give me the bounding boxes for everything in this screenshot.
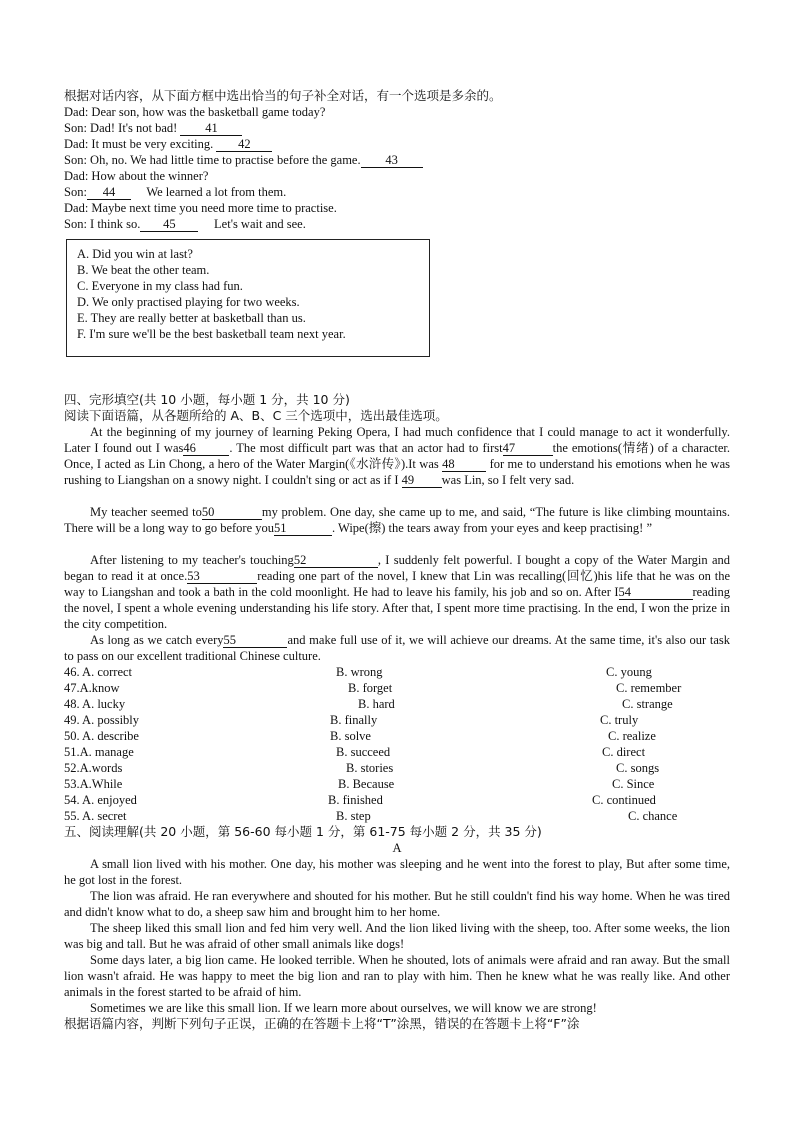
cloze-option-a[interactable]: 47.A.know [64,681,120,695]
passage-text: the emotions(情绪) of a character. Once, I acted as Lin Chong, a hero of the Water Margin(《水浒传》).It was [64,441,730,471]
cloze-option-b[interactable]: B. hard [358,697,395,711]
reading-instruction: 根据语篇内容，判断下列句子正误，正确的在答题卡上将“T”涂黑，错误的在答题卡上将“F”涂 [64,1016,580,1031]
passage-text: After listening to my teacher's touching [90,553,294,567]
passage-text: The lion was afraid. He ran everywhere and shouted for his mother. But he still couldn't find his way home. When he was tired and didn't know what to do, a sheep saw him and brought him to her home. [64,889,730,919]
cloze-blank[interactable]: 49 [402,473,442,488]
cloze-paragraph-1 [64,424,730,488]
cloze-option-b[interactable]: B. stories [346,761,394,775]
answer-blank[interactable]: 45 [140,217,198,232]
cloze-option-b[interactable]: B. solve [330,729,371,743]
cloze-option-a[interactable]: 53.A.While [64,777,123,791]
cloze-blank[interactable]: 46 [183,441,229,456]
cloze-option-c[interactable]: C. songs [616,761,660,775]
answer-blank[interactable]: 44 [87,185,131,200]
passage-text: The sheep liked this small lion and fed him very well. And the lion liked living with the sheep, too. After some weeks, the lion was big and tall. But he was afraid of other small animals like dogs! [64,921,730,951]
dialogue-text: Let's wait and see. [198,217,306,231]
cloze-instruction: 阅读下面语篇，从各题所给的 A、B、C 三个选项中，选出最佳选项。 [64,408,448,423]
cloze-option-c[interactable]: C. remember [616,681,682,695]
passage-text: As long as we catch every [90,633,224,647]
cloze-option-c[interactable]: C. young [606,665,652,679]
dialogue-instruction: 根据对话内容，从下面方框中选出恰当的句子补全对话，有一个选项是多余的。 [64,88,502,103]
cloze-blank[interactable]: 47 [503,441,553,456]
cloze-option-c[interactable]: C. continued [592,793,656,807]
cloze-blank[interactable]: 53 [187,569,257,584]
dialogue-line-4 [64,152,423,168]
cloze-option-a[interactable]: 50. A. describe [64,729,139,743]
dialogue-text: Dad: How about the winner? [64,169,209,183]
dialogue-line-5 [64,168,208,184]
reading-paragraph-3 [64,920,730,952]
cloze-option-c[interactable]: C. direct [602,745,646,759]
dialogue-text: Dad: Dear son, how was the basketball game today? [64,105,326,119]
dialogue-text: Dad: It must be very exciting. [64,137,217,151]
passage-text: for me to understand his emotions when he was rushing to Liangshan on a snowy night. I couldn't sing or act as if I [64,457,730,487]
cloze-option-c[interactable]: C. truly [600,713,639,727]
reading-paragraph-4 [64,952,730,1000]
passage-text: Some days later, a big lion came. He looked terrible. When he shouted, lots of animals were afraid and ran away. But the small lion wasn't afraid. He was happy to meet the big lion and ran to play with him. Then he knew what he was really like. And other animals in the forest started to be afraid of him. [64,953,730,999]
passage-text: Sometimes we are like this small lion. If we learn more about ourselves, we will know we are strong! [90,1001,597,1015]
cloze-paragraph-4 [64,632,730,664]
dialogue-line-8 [64,216,306,232]
passage-text: reading one part of the novel, I knew that Lin was recalling(回忆)his life that he was on the way to Liangshan and took a bath in the cold moonlight. He had to leave his family, his job and so on. After I [64,569,730,599]
cloze-option-b[interactable]: B. succeed [336,745,391,759]
reading-paragraph-5 [64,1000,730,1016]
cloze-blank[interactable]: 55 [223,633,287,648]
dialogue-text: Dad: Maybe next time you need more time to practise. [64,201,337,215]
passage-text: A small lion lived with his mother. One day, his mother was sleeping and he went into the forest to play, But after some time, he got lost in the forest. [64,857,730,887]
option-b: B. We beat the other team. [77,263,210,277]
cloze-option-a[interactable]: 46. A. correct [64,665,133,679]
passage-text: reading the novel, I spent a whole evening understanding his life story. After that, I spent more time practising. In the end, I won the prize in the city competition. [64,585,730,631]
answer-blank[interactable]: 42 [216,137,272,152]
passage-text: was Lin, so I felt very sad. [441,473,575,487]
cloze-paragraph-3 [64,552,730,632]
option-e: E. They are really better at basketball than us. [77,311,306,325]
cloze-option-a[interactable]: 52.A.words [64,761,123,775]
passage-text: . The most difficult part was that an actor had to first [229,441,503,455]
option-f: F. I'm sure we'll be the best basketball team next year. [77,327,346,341]
cloze-option-a[interactable]: 54. A. enjoyed [64,793,137,807]
cloze-option-c[interactable]: C. chance [628,809,678,823]
passage-text: and make full use of it, we will achieve our dreams. At the same time, it's also our task to pass on our excellent traditional Chinese culture. [64,633,730,663]
cloze-option-b[interactable]: B. forget [348,681,393,695]
answer-blank[interactable]: 43 [361,153,423,168]
reading-section-label: A [392,841,402,855]
dialogue-text: Son: Dad! It's not bad! [64,121,181,135]
cloze-blank[interactable]: 52 [294,553,378,568]
passage-text: my problem. One day, she came up to me, and said, “The future is like climbing mountains. There will be a long way to go before you [64,505,730,535]
dialogue-text: Son: [64,185,87,199]
cloze-blank[interactable]: 54 [619,585,693,600]
cloze-option-c[interactable]: C. Since [612,777,655,791]
cloze-heading: 四、完形填空(共 10 小题，每小题 1 分，共 10 分) [64,392,350,407]
reading-paragraph-1 [64,856,730,888]
cloze-option-b[interactable]: B. wrong [336,665,383,679]
dialogue-text: Son: I think so. [64,217,141,231]
cloze-option-b[interactable]: B. Because [338,777,395,791]
cloze-option-c[interactable]: C. strange [622,697,673,711]
passage-text: , I suddenly felt powerful. I bought a copy of the Water Margin and began to read it at once. [64,553,731,583]
cloze-paragraph-2 [64,504,730,536]
cloze-blank[interactable]: 50 [202,505,262,520]
cloze-option-b[interactable]: B. finished [328,793,383,807]
passage-text: My teacher seemed to [90,505,202,519]
passage-text: At the beginning of my journey of learning Peking Opera, I had much confidence that I could manage to act it wonderfully. Later I found out I was [64,425,730,455]
cloze-blank[interactable]: 48 [442,457,486,472]
cloze-option-a[interactable]: 49. A. possibly [64,713,140,727]
dialogue-line-7 [64,200,337,216]
reading-heading: 五、阅读理解(共 20 小题，第 56-60 每小题 1 分，第 61-75 每小题 2 分，共 35 分) [64,824,542,839]
cloze-option-c[interactable]: C. realize [608,729,656,743]
cloze-option-a[interactable]: 51.A. manage [64,745,134,759]
option-a: A. Did you win at last? [77,247,193,261]
reading-paragraph-2 [64,888,730,920]
option-d: D. We only practised playing for two weeks. [77,295,300,309]
cloze-option-b[interactable]: B. step [336,809,371,823]
passage-text: . Wipe(擦) the tears away from your eyes and keep practising! ” [332,521,652,535]
options-box [66,239,430,357]
cloze-option-a[interactable]: 48. A. lucky [64,697,126,711]
cloze-option-b[interactable]: B. finally [330,713,378,727]
cloze-blank[interactable]: 51 [274,521,332,536]
answer-blank[interactable]: 41 [180,121,242,136]
dialogue-text: We learned a lot from them. [130,185,287,199]
cloze-option-a[interactable]: 55. A. secret [64,809,127,823]
dialogue-text: Son: Oh, no. We had little time to practise before the game. [64,153,361,167]
dialogue-line-3 [64,136,272,152]
option-c: C. Everyone in my class had fun. [77,279,243,293]
dialogue-line-1 [64,104,325,120]
dialogue-line-6 [64,184,286,200]
dialogue-line-2 [64,120,242,136]
